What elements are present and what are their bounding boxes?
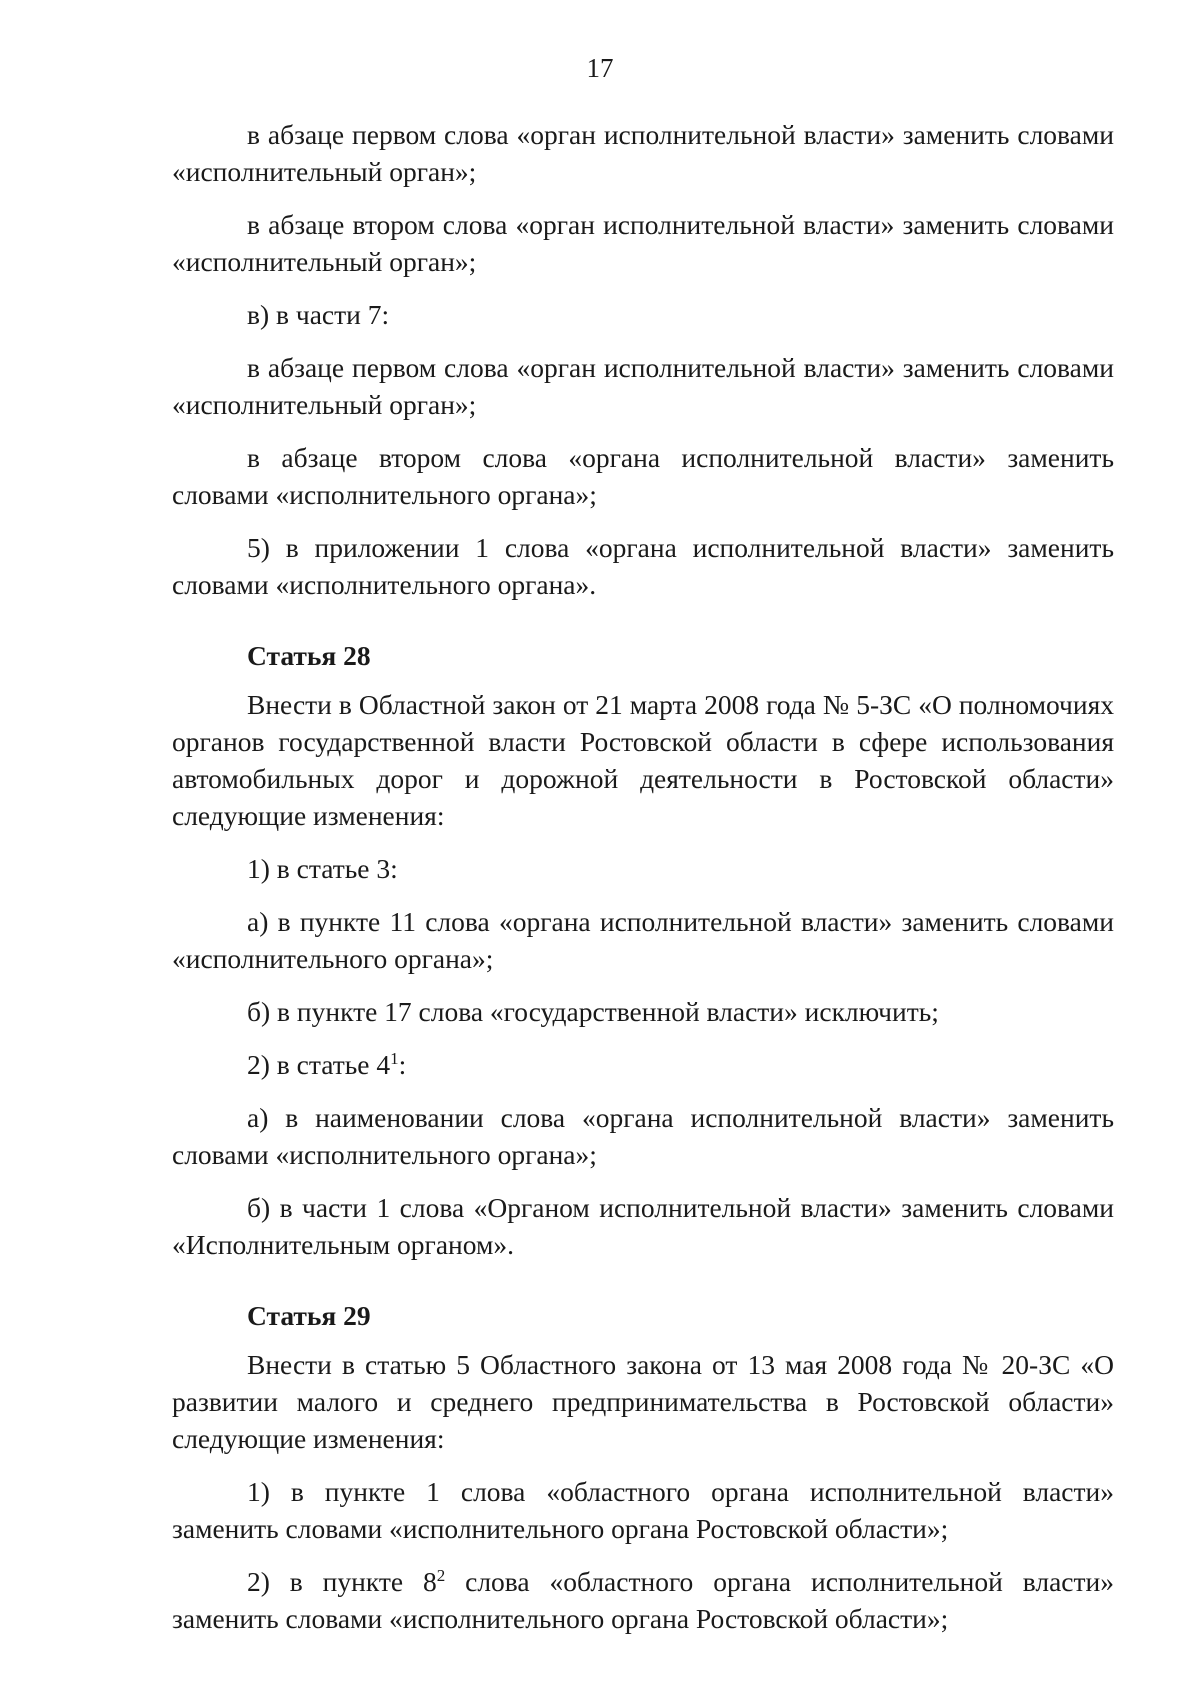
superscript: 1: [390, 1048, 399, 1068]
paragraph: в абзаце втором слова «органа исполнительной власти» заменить словами «исполнительного органа»;: [172, 442, 1114, 510]
article-heading: Статья 29: [247, 1300, 371, 1331]
paragraph: Внести в статью 5 Областного закона от 13 мая 2008 года № 20-ЗС «О развитии малого и среднего предпринимательства в Ростовской области» следующие изменения:: [172, 1349, 1114, 1454]
paragraph-with-superscript: [172, 1046, 1114, 1083]
paragraph: б) в пункте 17 слова «государственной власти» исключить;: [247, 996, 939, 1027]
article-heading: Статья 28: [247, 640, 371, 671]
paragraph: 1) в пункте 1 слова «областного органа исполнительной власти» заменить словами «исполнительного органа Ростовской области»;: [172, 1476, 1114, 1544]
document-body: [172, 116, 1114, 1653]
paragraph: б) в части 1 слова «Органом исполнительной власти» заменить словами «Исполнительным органом».: [172, 1192, 1114, 1260]
text-run: 2) в пункте 8: [247, 1566, 437, 1597]
text-run: 2) в статье 4: [247, 1049, 391, 1080]
superscript: 2: [436, 1565, 446, 1585]
paragraph: 1) в статье 3:: [247, 853, 398, 884]
paragraph: в) в части 7:: [247, 299, 390, 330]
paragraph: а) в наименовании слова «органа исполнительной власти» заменить словами «исполнительного органа»;: [172, 1102, 1114, 1170]
paragraph: в абзаце первом слова «орган исполнительной власти» заменить словами «исполнительный орган»;: [172, 119, 1114, 187]
text-run: слова «областного органа исполнительной власти» заменить словами «исполнительного органа Ростовской области»;: [172, 1566, 1114, 1634]
paragraph: в абзаце первом слова «орган исполнительной власти» заменить словами «исполнительный орган»;: [172, 352, 1114, 420]
paragraph: в абзаце втором слова «орган исполнительной власти» заменить словами «исполнительный орган»;: [172, 209, 1114, 277]
paragraph: Внести в Областной закон от 21 марта 2008 года № 5-ЗС «О полномочиях органов государственной власти Ростовской области в сфере использования автомобильных дорог и дорожной деятельности в Ростовской области» следующие изменения:: [172, 689, 1114, 831]
paragraph: 5) в приложении 1 слова «органа исполнительной власти» заменить словами «исполнительного органа».: [172, 532, 1114, 600]
paragraph-with-superscript: [172, 1563, 1114, 1637]
paragraph: а) в пункте 11 слова «органа исполнительной власти» заменить словами «исполнительного органа»;: [172, 906, 1114, 974]
text-run: :: [398, 1049, 407, 1080]
page-number: 17: [586, 53, 614, 83]
